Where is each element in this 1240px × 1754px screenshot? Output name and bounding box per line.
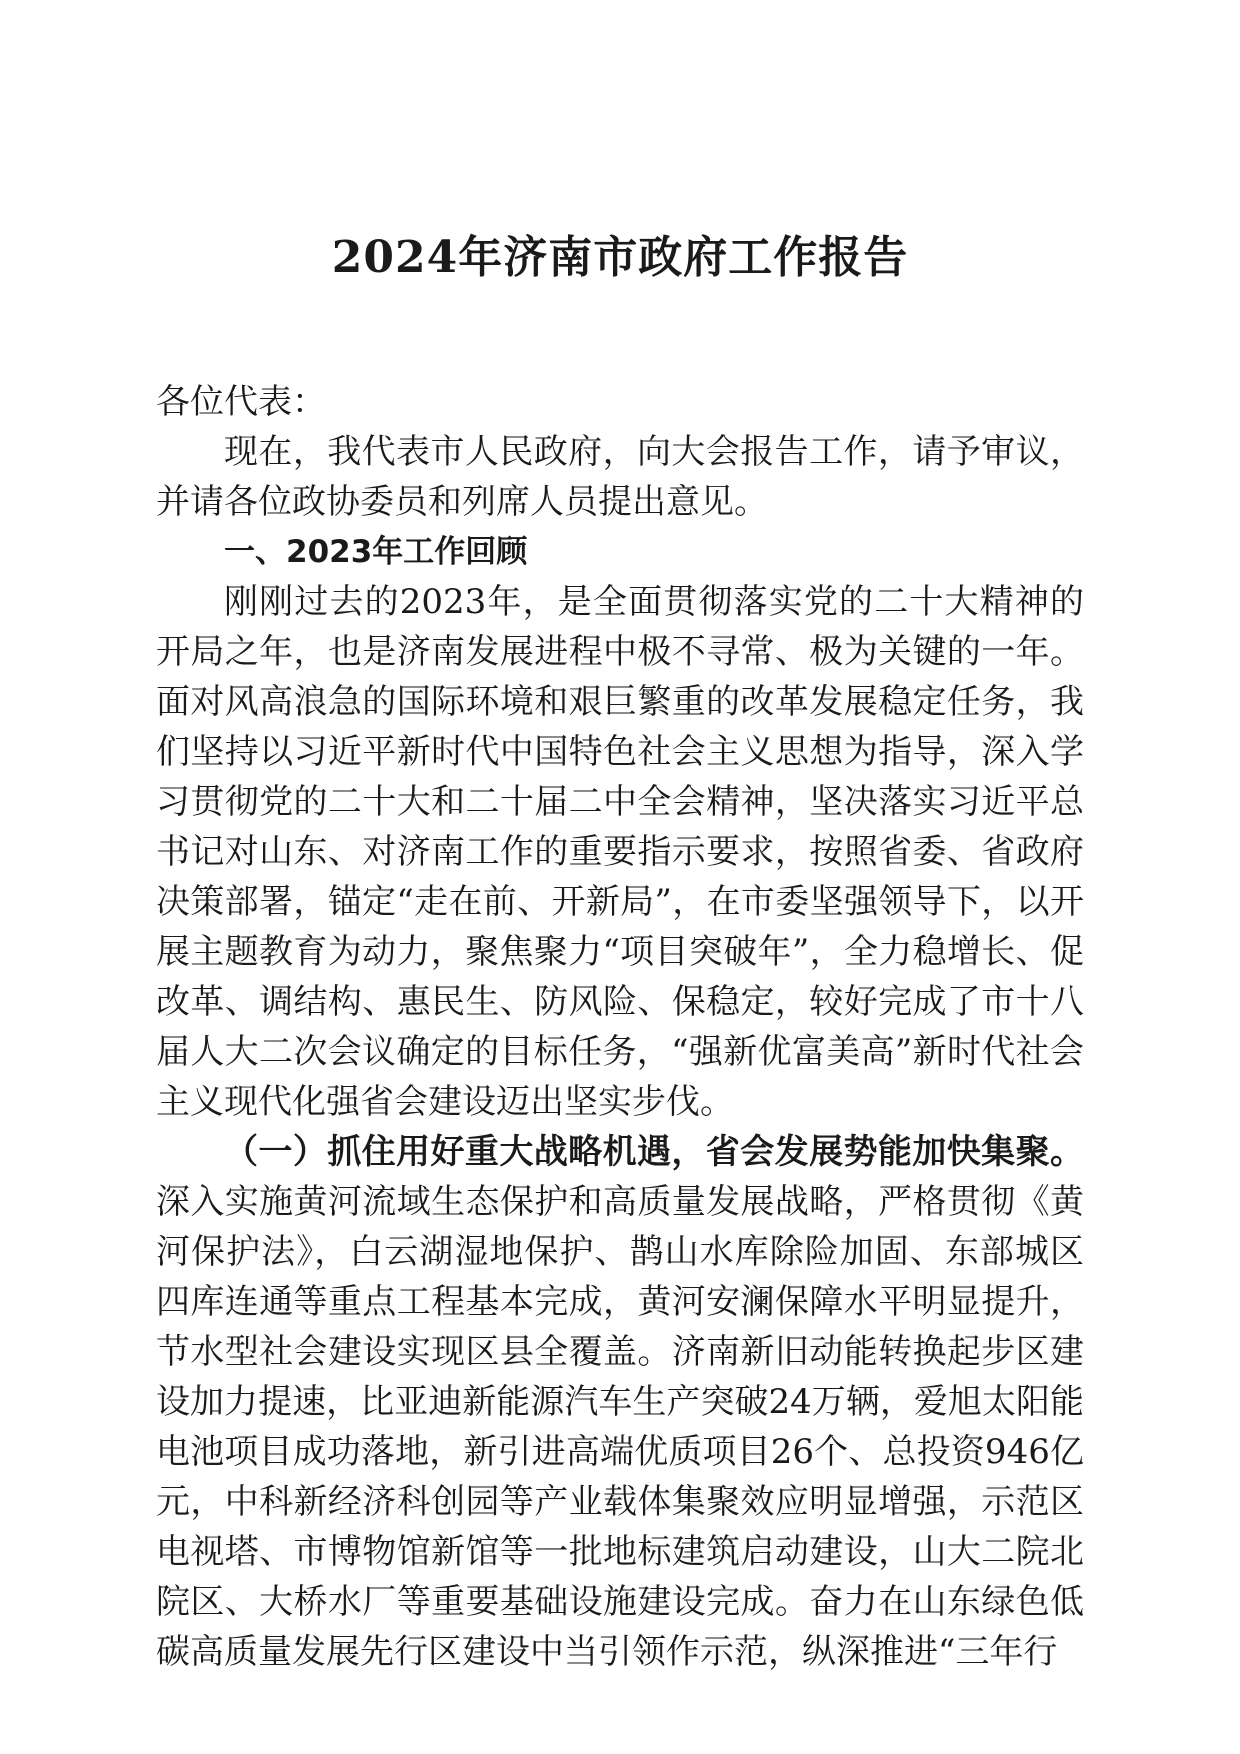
section-heading: 一、2023年工作回顾 xyxy=(224,534,528,570)
salutation: 各位代表： xyxy=(156,382,326,422)
subsection-paragraph xyxy=(156,1127,1084,1677)
intro-paragraph: 现在，我代表市人民政府，向大会报告工作，请予审议，并请各位政协委员和列席人员提出意见。 xyxy=(156,432,1084,522)
subsection-heading: （一）抓住用好重大战略机遇，省会发展势能加快集聚。 xyxy=(224,1132,1084,1172)
document-body xyxy=(156,377,1084,1677)
subsection-text: 深入实施黄河流域生态保护和高质量发展战略，严格贯彻《黄河保护法》，白云湖湿地保护、鹊山水库除险加固、东部城区四库连通等重点工程基本完成，黄河安澜保障水平明显提升，节水型社会建设实现区县全覆盖。济南新旧动能转换起步区建设加力提速，比亚迪新能源汽车生产突破24万辆，爱旭太阳能电池项目成功落地，新引进高端优质项目26个、总投资946亿元，中科新经济科创园等产业载体集聚效应明显增强，示范区电视塔、市博物馆新馆等一批地标建筑启动建设，山大二院北院区、大桥水厂等重要基础设施建设完成。奋力在山东绿色低碳高质量发展先行区建设中当引领作示范，纵深推进“三年行 xyxy=(156,1182,1084,1672)
document-title: 2024年济南市政府工作报告 xyxy=(331,232,909,283)
review-paragraph: 刚刚过去的2023年，是全面贯彻落实党的二十大精神的开局之年，也是济南发展进程中极不寻常、极为关键的一年。面对风高浪急的国际环境和艰巨繁重的改革发展稳定任务，我们坚持以习近平新时代中国特色社会主义思想为指导，深入学习贯彻党的二十大和二十届二中全会精神，坚决落实习近平总书记对山东、对济南工作的重要指示要求，按照省委、省政府决策部署，锚定“走在前、开新局”，在市委坚强领导下，以开展主题教育为动力，聚焦聚力“项目突破年”，全力稳增长、促改革、调结构、惠民生、防风险、保稳定，较好完成了市十八届人大二次会议确定的目标任务，“强新优富美高”新时代社会主义现代化强省会建设迈出坚实步伐。 xyxy=(156,582,1084,1122)
